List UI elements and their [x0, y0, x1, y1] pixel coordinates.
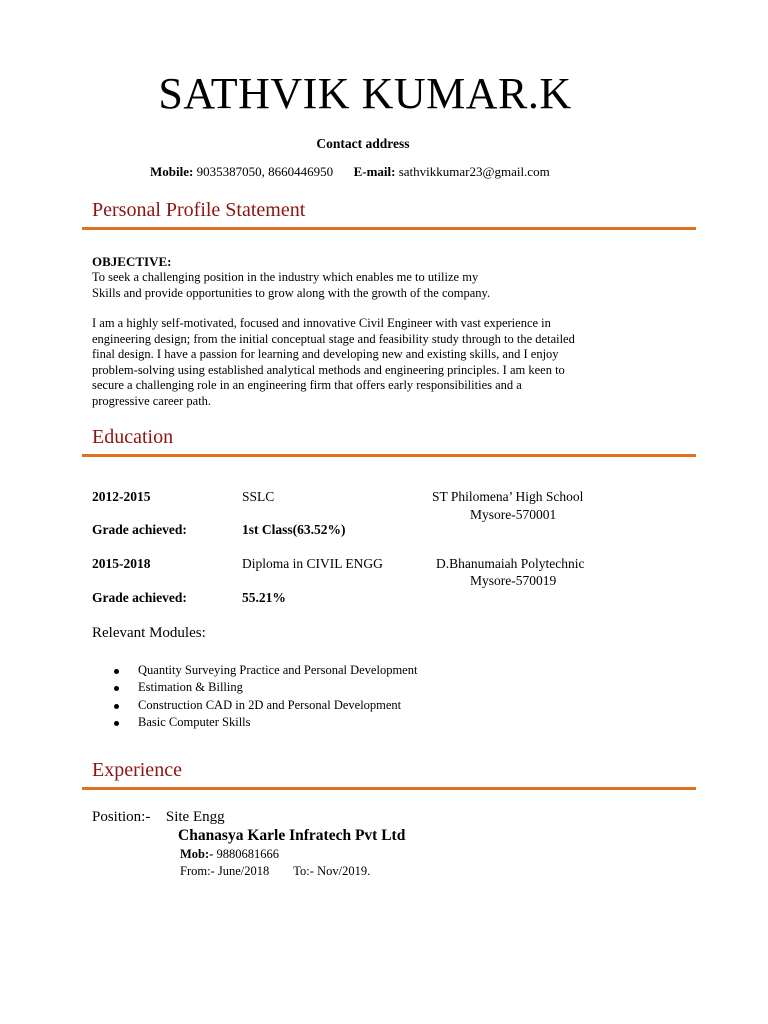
- section-title-experience: Experience: [92, 759, 182, 781]
- grade-label: Grade achieved:: [92, 522, 187, 537]
- modules-title: Relevant Modules:: [92, 625, 206, 641]
- module-label: Estimation & Billing: [138, 680, 243, 695]
- objective-line: Skills and provide opportunities to grow along with the growth of the company.: [92, 285, 491, 300]
- grade-label: Grade achieved:: [92, 590, 187, 605]
- company-name: Chanasya Karle Infratech Pvt Ltd: [178, 827, 406, 844]
- modules-list: [92, 662, 417, 732]
- summary-line: I am a highly self-motivated, focused and innovative Civil Engineer with vast experience in: [92, 316, 551, 330]
- education-location: Mysore-570001: [470, 507, 557, 522]
- mob-label: Mob:-: [180, 847, 214, 861]
- position-value: Site Engg: [165, 809, 225, 825]
- mob-value: 9880681666: [216, 847, 279, 861]
- section-divider: [82, 787, 696, 790]
- from-value: June/2018: [217, 864, 270, 878]
- education-years: 2015-2018: [92, 556, 151, 571]
- section-title-education: Education: [92, 426, 174, 448]
- summary-line: progressive career path.: [92, 393, 212, 408]
- summary-line: problem-solving using established analytical methods and engineering principles. I am keen to: [92, 362, 565, 377]
- company-mobile: [180, 847, 279, 862]
- objective-line: To seek a challenging position in the industry which enables me to utilize my: [92, 270, 479, 284]
- list-item: [92, 697, 417, 714]
- mobile-value: 9035387050, 8660446950: [196, 164, 334, 179]
- objective-label: OBJECTIVE:: [92, 254, 172, 269]
- module-label: Basic Computer Skills: [138, 715, 251, 730]
- summary-line: final design. I have a passion for learning and developing new and existing skills, and I enjoy: [92, 347, 559, 361]
- email-value: sathvikkumar23@gmail.com: [398, 164, 550, 179]
- contact-heading: Contact address: [316, 136, 410, 151]
- mobile-label: Mobile:: [150, 164, 194, 179]
- education-qualification: SSLC: [242, 489, 275, 504]
- email-label: E-mail:: [353, 164, 396, 179]
- bullet-icon: [114, 669, 119, 674]
- section-divider: [82, 454, 696, 457]
- position-line: [92, 809, 225, 826]
- section-title-profile: Personal Profile Statement: [92, 199, 306, 221]
- education-location: Mysore-570019: [470, 573, 557, 588]
- to-value: Nov/2019.: [317, 864, 371, 878]
- module-label: Quantity Surveying Practice and Personal Development: [138, 663, 418, 677]
- module-label: Construction CAD in 2D and Personal Development: [138, 697, 402, 712]
- summary-line: secure a challenging role in an engineering firm that offers early responsibilities and a: [92, 378, 522, 392]
- contact-line: [150, 164, 550, 180]
- list-item: [92, 714, 417, 731]
- objective-text: [92, 270, 490, 301]
- bullet-icon: [114, 686, 119, 691]
- profile-summary: [92, 316, 575, 409]
- employment-dates: [180, 864, 370, 879]
- summary-line: engineering design; from the initial conceptual stage and feasibility study through to the detailed: [92, 331, 575, 346]
- education-qualification: Diploma in CIVIL ENGG: [242, 556, 383, 571]
- from-label: From:-: [180, 864, 215, 878]
- bullet-icon: [114, 704, 119, 709]
- section-divider: [82, 227, 696, 230]
- education-years: 2012-2015: [92, 489, 151, 504]
- education-institution: D.Bhanumaiah Polytechnic: [436, 556, 585, 571]
- to-label: To:-: [293, 864, 314, 878]
- list-item: [92, 662, 417, 679]
- position-label: Position:-: [92, 809, 151, 825]
- grade-value: 55.21%: [242, 590, 286, 605]
- education-institution: ST Philomena’ High School: [432, 489, 584, 504]
- list-item: [92, 679, 417, 696]
- grade-value: 1st Class(63.52%): [242, 522, 346, 537]
- candidate-name: SATHVIK KUMAR.K: [158, 69, 572, 118]
- bullet-icon: [114, 721, 119, 726]
